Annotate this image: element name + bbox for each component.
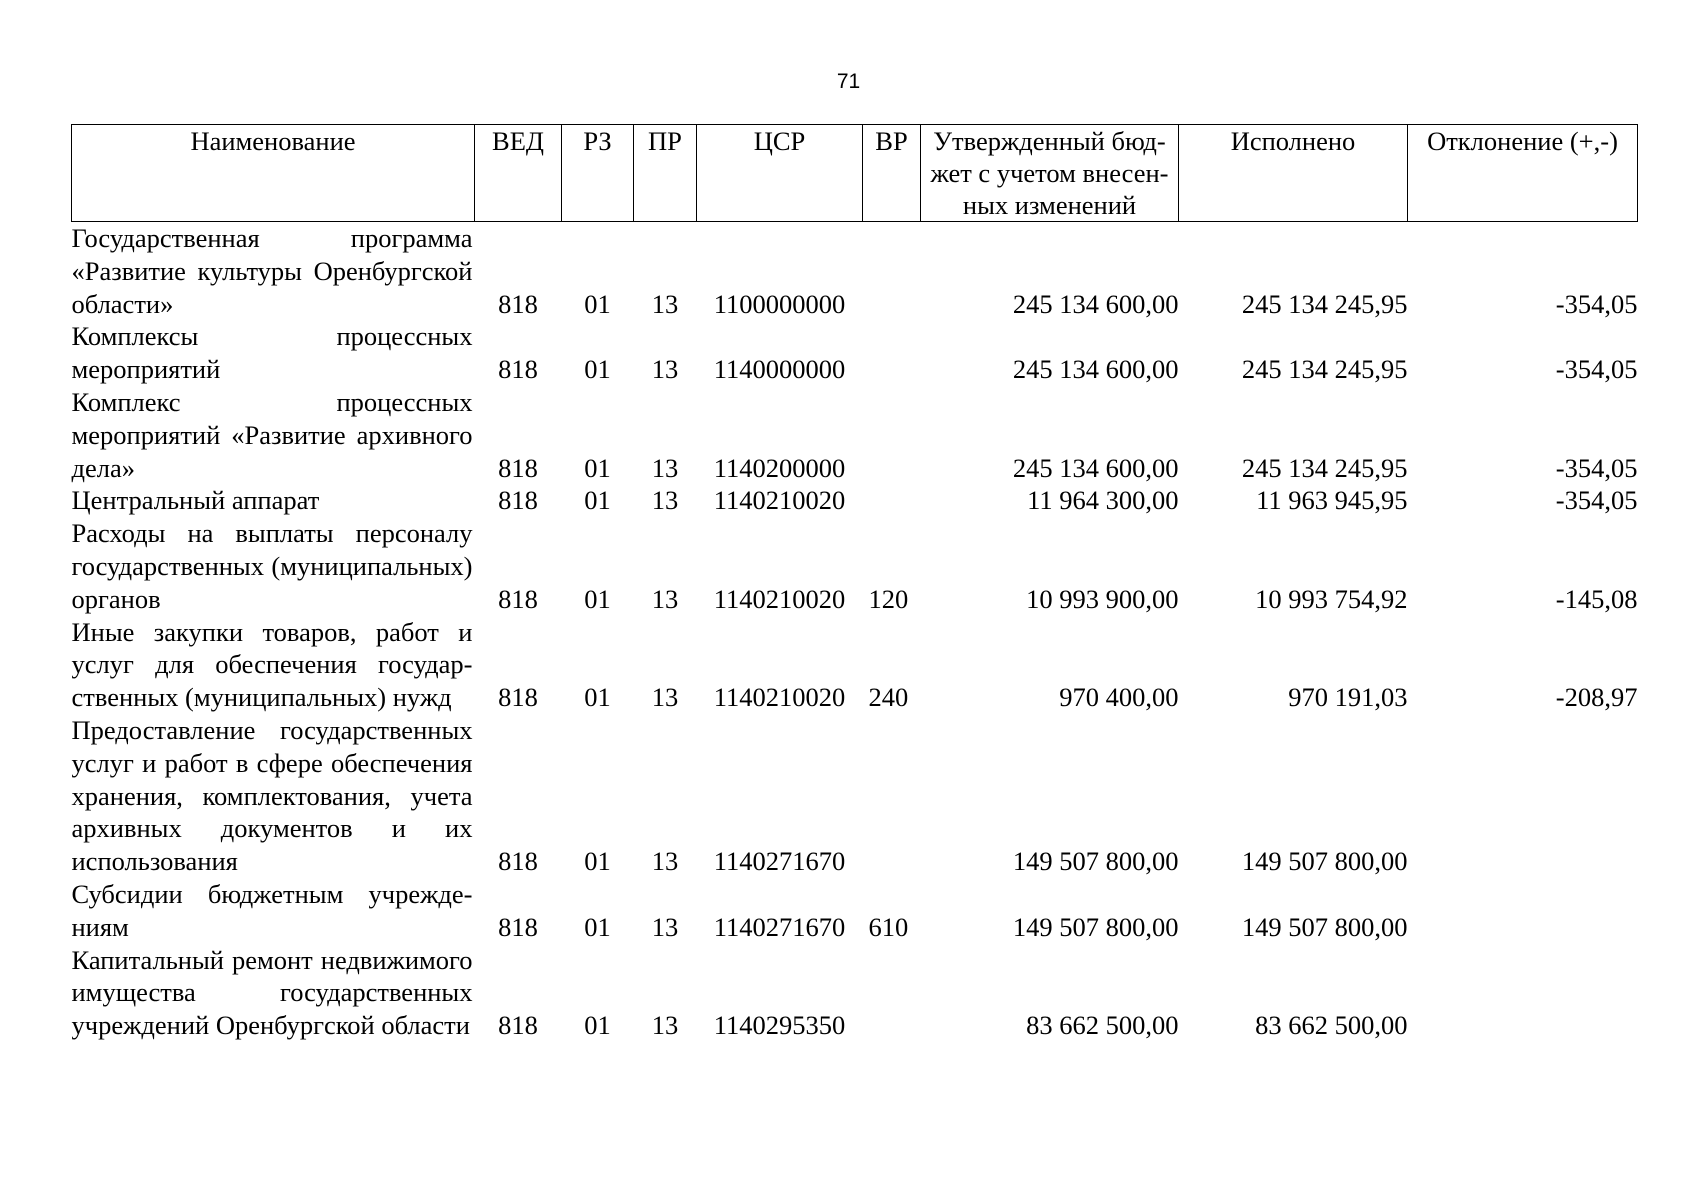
row-executed: 149 507 800,00 xyxy=(1241,846,1408,877)
table-row xyxy=(72,320,1638,386)
row-pr: 13 xyxy=(651,354,679,385)
row-csr: 1140210020 xyxy=(713,583,846,614)
row-csr: 1140271670 xyxy=(713,911,846,942)
row-vr xyxy=(863,944,921,1042)
row-rz: 01 xyxy=(584,1010,611,1041)
table-row xyxy=(72,222,1638,321)
row-deviation: -354,05 xyxy=(1555,354,1638,385)
row-approved: 10 993 900,00 xyxy=(1026,583,1179,614)
row-pr: 13 xyxy=(651,485,679,516)
row-approved: 245 134 600,00 xyxy=(1012,452,1179,483)
row-name: Субсидии бюджетным учреждениям xyxy=(71,878,473,942)
row-vr xyxy=(863,714,921,878)
row-name: Государственная программа «Развитие культуры Оренбургской области» xyxy=(71,223,473,319)
row-pr: 13 xyxy=(651,682,679,713)
row-pr: 13 xyxy=(651,583,679,614)
table-header xyxy=(72,125,1638,222)
table-row xyxy=(72,484,1638,517)
row-ved: 818 xyxy=(498,846,538,877)
row-deviation: -354,05 xyxy=(1555,485,1638,516)
row-rz: 01 xyxy=(584,288,611,319)
table-row xyxy=(72,386,1638,484)
row-executed: 245 134 245,95 xyxy=(1241,288,1408,319)
table-row xyxy=(72,616,1638,714)
row-name: Комплексы процессных мероприятий xyxy=(71,321,473,385)
row-ved: 818 xyxy=(498,911,538,942)
row-name: Капитальный ремонт недвижимого имущества государственных учреждений Оренбургской области xyxy=(71,944,473,1041)
row-name: Центральный аппарат xyxy=(71,485,320,516)
row-rz: 01 xyxy=(584,485,611,516)
row-name: Расходы на выплаты персоналу государственных (муниципальных) органов xyxy=(71,518,473,614)
row-vr xyxy=(863,386,921,484)
row-executed: 245 134 245,95 xyxy=(1241,452,1408,483)
row-name: Комплекс процессных мероприятий «Развитие архивного дела» xyxy=(71,386,473,483)
header-approved-budget xyxy=(921,125,1179,222)
row-executed: 10 993 754,92 xyxy=(1255,583,1408,614)
row-vr xyxy=(863,484,921,517)
row-rz: 01 xyxy=(584,911,611,942)
table-row xyxy=(72,878,1638,944)
row-deviation: -208,97 xyxy=(1555,682,1638,713)
row-deviation: -354,05 xyxy=(1555,452,1638,483)
row-vr: 240 xyxy=(868,682,909,713)
row-csr: 1140210020 xyxy=(713,485,846,516)
budget-execution-table xyxy=(71,124,1638,1042)
header-approved-line-2: жет с учетом внесен- xyxy=(930,158,1169,188)
row-name: Предоставление государственных услуг и работ в сфере обеспечения хранения, комплектования, учета архивных документов и их использования xyxy=(71,714,473,877)
row-rz: 01 xyxy=(584,452,611,483)
row-executed: 149 507 800,00 xyxy=(1241,911,1408,942)
row-rz: 01 xyxy=(584,682,611,713)
row-approved: 970 400,00 xyxy=(1059,682,1179,713)
row-executed: 245 134 245,95 xyxy=(1241,354,1408,385)
header-row xyxy=(72,125,1638,222)
row-pr: 13 xyxy=(651,452,679,483)
row-ved: 818 xyxy=(498,288,538,319)
row-executed: 970 191,03 xyxy=(1288,682,1408,713)
row-pr: 13 xyxy=(651,288,679,319)
header-csr: ЦСР xyxy=(697,125,863,222)
row-vr xyxy=(863,320,921,386)
header-vr: ВР xyxy=(863,125,921,222)
row-deviation xyxy=(1408,944,1638,1042)
row-ved: 818 xyxy=(498,682,538,713)
row-ved: 818 xyxy=(498,1010,538,1041)
table-row xyxy=(72,517,1638,615)
header-deviation: Отклонение (+,-) xyxy=(1408,125,1638,222)
row-deviation xyxy=(1408,878,1638,944)
row-approved: 245 134 600,00 xyxy=(1012,354,1179,385)
row-ved: 818 xyxy=(498,583,538,614)
header-approved-line-1: Утвержденный бюд- xyxy=(933,126,1166,156)
row-csr: 1140271670 xyxy=(713,846,846,877)
row-vr: 120 xyxy=(868,583,909,614)
row-pr: 13 xyxy=(651,846,679,877)
row-vr xyxy=(863,222,921,321)
row-deviation: -354,05 xyxy=(1555,288,1638,319)
row-approved: 149 507 800,00 xyxy=(1012,846,1179,877)
row-name: Иные закупки товаров, работ и услуг для обеспечения государственных (муниципальных) нужд xyxy=(71,616,473,713)
row-ved: 818 xyxy=(498,452,538,483)
row-approved: 11 964 300,00 xyxy=(1027,485,1179,516)
row-rz: 01 xyxy=(584,354,611,385)
row-csr: 1140200000 xyxy=(713,452,846,483)
row-deviation: -145,08 xyxy=(1555,583,1638,614)
row-rz: 01 xyxy=(584,583,611,614)
row-ved: 818 xyxy=(498,354,538,385)
row-deviation xyxy=(1408,714,1638,878)
row-approved: 149 507 800,00 xyxy=(1012,911,1179,942)
table-row xyxy=(72,944,1638,1042)
row-approved: 83 662 500,00 xyxy=(1026,1010,1179,1041)
table-row xyxy=(72,714,1638,878)
row-vr: 610 xyxy=(868,911,909,942)
header-rz: РЗ xyxy=(562,125,634,222)
header-ved: ВЕД xyxy=(475,125,562,222)
row-approved: 245 134 600,00 xyxy=(1012,288,1179,319)
row-csr: 1140295350 xyxy=(713,1010,846,1041)
row-csr: 1140000000 xyxy=(713,354,846,385)
row-executed: 83 662 500,00 xyxy=(1255,1010,1408,1041)
header-executed: Исполнено xyxy=(1179,125,1408,222)
header-pr: ПР xyxy=(634,125,697,222)
table-body xyxy=(72,222,1638,1042)
header-approved-line-3: ных изменений xyxy=(962,190,1137,220)
row-csr: 1100000000 xyxy=(713,288,846,319)
row-pr: 13 xyxy=(651,1010,679,1041)
row-ved: 818 xyxy=(498,485,538,516)
row-executed: 11 963 945,95 xyxy=(1256,485,1408,516)
row-pr: 13 xyxy=(651,911,679,942)
row-csr: 1140210020 xyxy=(713,682,846,713)
page-number: 71 xyxy=(836,70,861,93)
row-rz: 01 xyxy=(584,846,611,877)
header-name: Наименование xyxy=(72,125,475,222)
